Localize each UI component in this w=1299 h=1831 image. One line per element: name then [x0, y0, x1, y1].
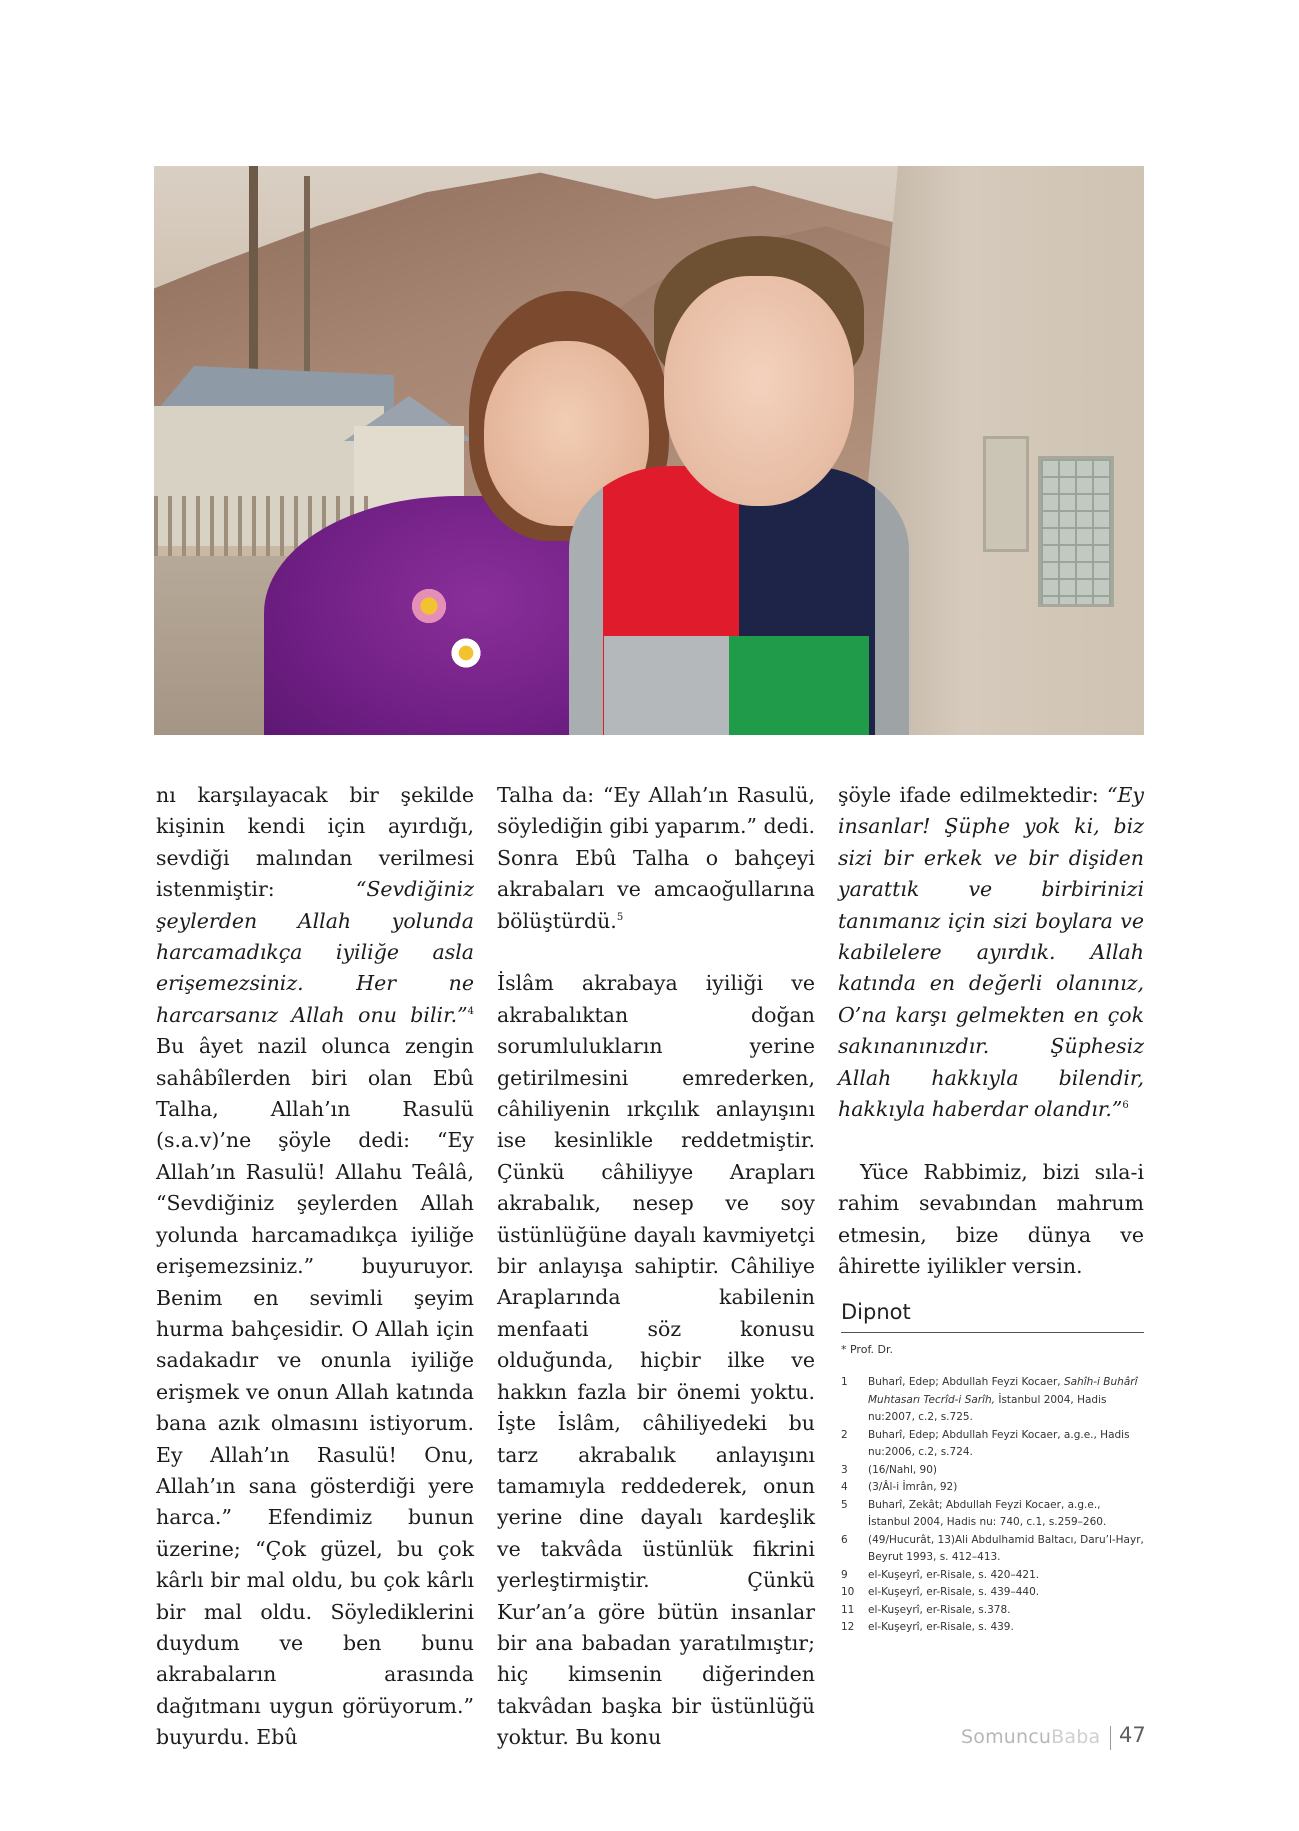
footnote-number: 11 — [841, 1603, 855, 1616]
article-photo — [154, 166, 1144, 735]
footnote-item — [841, 1567, 1144, 1585]
footnote-number: 9 — [841, 1568, 848, 1581]
footnote-item — [841, 1479, 1144, 1497]
footnote-text-part: Buharî, Zekât; Abdullah Feyzi Kocaer, a.g.e., İstanbul 2004, Hadis nu: 740, c.1, s.259–260. — [868, 1498, 1107, 1528]
paragraph — [156, 780, 474, 1754]
brand-name: Baba — [1051, 1726, 1101, 1748]
paragraph-text: şöyle ifade edilmektedir: — [838, 783, 1107, 807]
footnote-text-part: (49/Hucurât, 13)Ali Abdulhamid Baltacı, Daru’l-Hayr, Beyrut 1993, s. 412–413. — [868, 1533, 1144, 1563]
footnote-item — [841, 1619, 1144, 1637]
text-column-2 — [497, 780, 815, 1754]
footnote-text-part: İstanbul 2004, Hadis nu:2007, c.2, s.725. — [868, 1393, 1107, 1423]
photo-window — [983, 436, 1029, 552]
footnote-text — [868, 1497, 1144, 1532]
footnote-text-part: el-Kuşeyrî, er-Risale, s. 439. — [868, 1621, 1014, 1633]
paragraph: Yüce Rabbimiz, bizi sıla-i rahim sevabından mahrum etmesin, bize dünya ve âhirette iyilikler versin. — [838, 1159, 1144, 1279]
photo-sweater-panel — [604, 636, 729, 735]
footnote-text — [868, 1462, 1144, 1480]
footnote-number: 6 — [841, 1533, 848, 1546]
photo-sweater-panel — [729, 636, 869, 735]
paragraph-text: Talha da: “Ey Allah’ın Rasulü, söylediğin gibi yaparım.” dedi. Sonra Ebû Talha o bahçeyi akrabaları ve amcaoğullarına bölüştürdü. — [497, 783, 815, 933]
footnote-item — [841, 1427, 1144, 1462]
footnote-text — [868, 1619, 1144, 1637]
footnote-text-part: el-Kuşeyrî, er-Risale, s.378. — [868, 1603, 1011, 1616]
footnote-text-part: Buharî, Edep; Abdullah Feyzi Kocaer, — [868, 1376, 1064, 1388]
footnote-ref: 6 — [1122, 1100, 1129, 1112]
footnote-text — [868, 1602, 1144, 1620]
footnote-text — [868, 1532, 1144, 1567]
footnote-item — [841, 1584, 1144, 1602]
footnote-number: 1 — [841, 1376, 848, 1388]
footer-divider — [1110, 1726, 1111, 1750]
footnote-ref: 4 — [467, 1006, 474, 1018]
footnotes-section — [841, 1300, 1144, 1637]
magazine-brand — [961, 1726, 1100, 1748]
text-column-3 — [838, 780, 1144, 1282]
footnote-text — [868, 1584, 1144, 1602]
photo-window — [1038, 456, 1114, 607]
footnote-text — [868, 1567, 1144, 1585]
quran-quote: “Sevdiğiniz şeylerden Allah yolunda harcamadıkça iyiliğe asla erişemezsiniz. Her ne harcarsanız Allah onu bilir.” — [156, 877, 474, 1027]
text-column-1 — [156, 780, 474, 1754]
footnote-number: 2 — [841, 1428, 848, 1441]
footnote-text-part: (16/Nahl, 90) — [868, 1463, 937, 1476]
footnote-text-part: (3/Âl-i İmrân, 92) — [868, 1481, 958, 1493]
footnote-title: Sahîh-i Buhârî Muhtasarı Tecrîd-i Sarîh, — [868, 1376, 1138, 1406]
paragraph-text: nı karşılayacak bir şekilde kişinin kendi için ayırdığı, sevdiği malından verilmesi istenmiştir: — [156, 783, 474, 902]
photo-boy-face — [664, 276, 854, 506]
photo-flower — [409, 586, 449, 626]
paragraph-text: Bu âyet nazil olunca zengin sahâbîlerden biri olan Ebû Talha, Allah’ın Rasulü (s.a.v)’ne şöyle dedi: “Ey Allah’ın Rasulü! Allahu Teâlâ, “Sevdiğiniz şeylerden Allah yolunda harcamadıkça iyiliğe erişemezsiniz.” buyuruyor. Benim en sevimli şeyim hurma bahçesidir. O Allah için sadakadır ve onunla iyiliğe erişmek ve onun Allah katında bana azık olmasını istiyorum. Ey Allah’ın Rasulü! Onu, Allah’ın sana gösterdiği yere harca.” Efendimiz bunun üzerine; “Çok güzel, bu çok kârlı bir mal oldu, bu çok kârlı bir mal oldu. Söylediklerini duydum ve ben bunu akrabaların arasında dağıtmanı uygun görüyorum.” buyurdu. Ebû — [156, 1034, 474, 1750]
footnote-number: 4 — [841, 1481, 848, 1493]
footnote-item — [841, 1374, 1144, 1427]
footnote-item — [841, 1462, 1144, 1480]
paragraph — [838, 780, 1144, 1125]
footnote-text — [868, 1479, 1144, 1497]
photo-pole — [304, 176, 310, 396]
footnote-item — [841, 1497, 1144, 1532]
footnote-item — [841, 1602, 1144, 1620]
paragraph: İslâm akrabaya iyiliği ve akrabalıktan doğan sorumlulukların yerine getirilmesini emrederken, câhiliyenin ırkçılık anlayışını ise kesinlikle reddetmiştir. Çünkü câhiliyye Arapları akrabalık, nesep ve soy üstünlüğüne dayalı kavmiyetçi bir anlayışa sahiptir. Câhiliye Araplarında kabilenin menfaati söz konusu olduğunda, hiçbir ilke ve hakkın fazla bir önemi yoktu. İşte İslâm, câhiliyedeki bu tarz akrabalık anlayışını tamamıyla reddederek, onun yerine dine dayalı kardeşlik ve takvâda üstünlük fikrini yerleştirmiştir. Çünkü Kur’an’a göre bütün insanlar bir ana babadan yaratılmıştır; hiç kimsenin diğerinden takvâdan başka bir üstünlüğü yoktur. Bu konu — [497, 971, 815, 1750]
quran-quote: “Ey insanlar! Şüphe yok ki, biz sizi bir erkek ve bir dişiden yarattık ve birbirinizi tanımanız için sizi boylara ve kabilelere ayırdık. Allah katında en değerli olanınız, O’na karşı gelmekten en çok sakınanınızdır. Şüphesiz Allah hakkıyla bilendir, hakkıyla haberdar olandır.” — [838, 783, 1144, 1122]
footnote-list — [841, 1374, 1144, 1637]
footnote-text — [868, 1427, 1144, 1462]
brand-name: Somuncu — [961, 1726, 1052, 1748]
footnote-number: 10 — [841, 1586, 855, 1598]
footnote-number: 3 — [841, 1463, 848, 1476]
footnote-text — [868, 1374, 1144, 1427]
footnote-text-part: el-Kuşeyrî, er-Risale, s. 439–440. — [868, 1586, 1040, 1598]
paragraph — [497, 780, 815, 937]
footnote-item — [841, 1532, 1144, 1567]
photo-flower — [449, 636, 483, 670]
footnote-number: 12 — [841, 1621, 855, 1633]
footnote-number: 5 — [841, 1498, 848, 1511]
footnote-ref: 5 — [616, 911, 624, 923]
footnotes-title: Dipnot — [841, 1300, 1144, 1333]
author-note: * Prof. Dr. — [841, 1343, 893, 1356]
footnote-text-part: Buharî, Edep; Abdullah Feyzi Kocaer, a.g.e., Hadis nu:2006, c.2, s.724. — [868, 1428, 1130, 1458]
footnote-text-part: el-Kuşeyrî, er-Risale, s. 420–421. — [868, 1568, 1040, 1581]
page-number: 47 — [1119, 1723, 1146, 1747]
